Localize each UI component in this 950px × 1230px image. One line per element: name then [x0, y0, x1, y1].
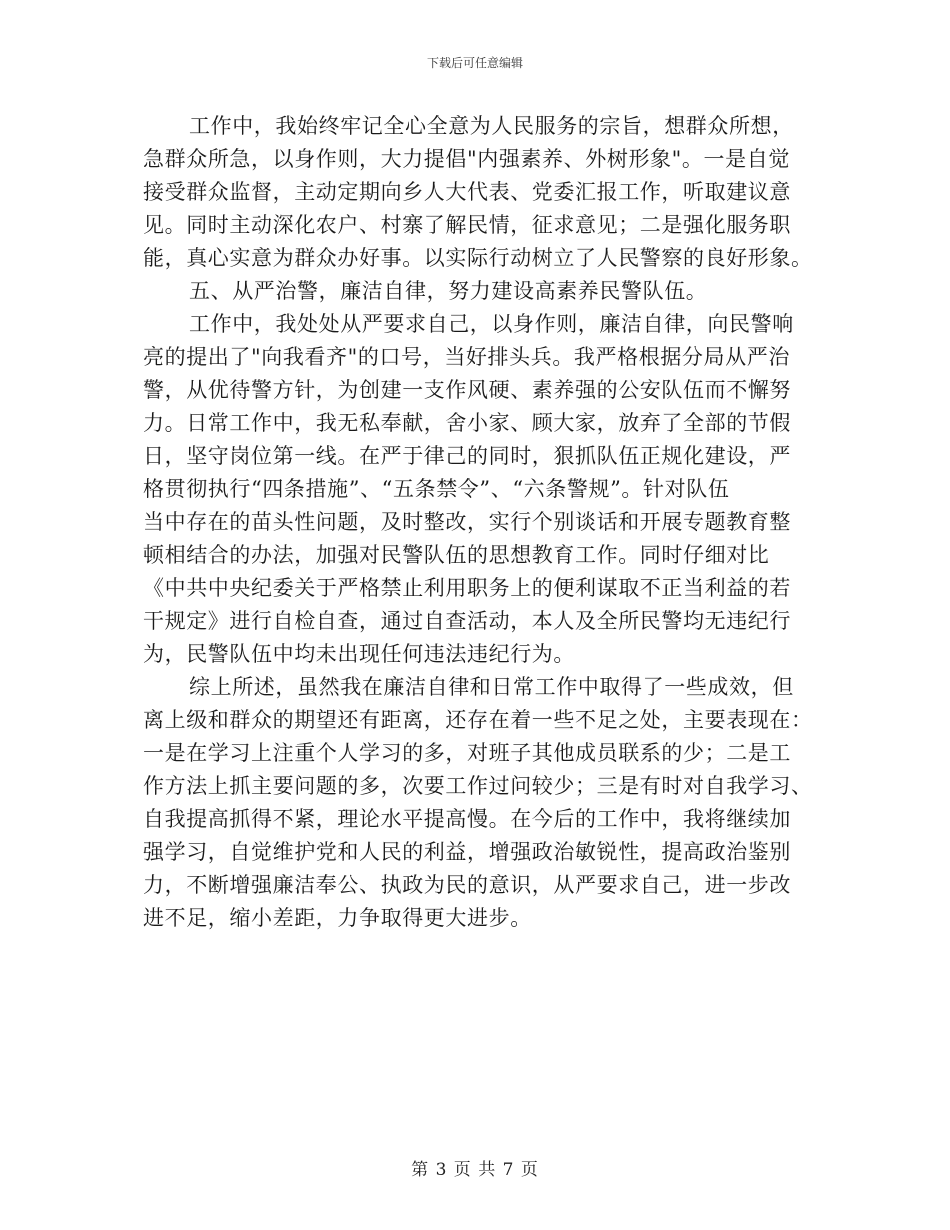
body-line: 为，民警队伍中均未出现任何违法违纪行为。 [143, 642, 575, 666]
header-note: 下载后可任意编辑 [426, 56, 523, 70]
body-line: 一是在学习上注重个人学习的多，对班子其他成员联系的少；二是工 [143, 741, 791, 765]
body-line: 亮的提出了"向我看齐"的口号，当好排头兵。我严格根据分局从严治 [143, 345, 790, 369]
body-line: 作方法上抓主要问题的多，次要工作过问较少；三是有时对自我学习、 [143, 774, 813, 798]
body-line: 力。日常工作中，我无私奉献，舍小家、顾大家，放弃了全部的节假 [143, 411, 791, 435]
body-line: 离上级和群众的期望还有距离，还存在着一些不足之处，主要表现在： [143, 708, 813, 732]
body-line: 工作中，我处处从严要求自己，以身作则，廉洁自律，向民警响 [189, 312, 794, 336]
body-line: 警，从优待警方针，为创建一支作风硬、素养强的公安队伍而不懈努 [143, 378, 791, 402]
body-line: 顿相结合的办法，加强对民警队伍的思想教育工作。同时仔细对比 [143, 543, 770, 567]
body-line: 工作中，我始终牢记全心全意为人民服务的宗旨，想群众所想， [189, 114, 794, 138]
body-line: 自我提高抓得不紧，理论水平提高慢。在今后的工作中，我将继续加 [143, 807, 791, 831]
body-line: 综上所述，虽然我在廉洁自律和日常工作中取得了一些成效，但 [189, 675, 794, 699]
body-line: 干规定》进行自检自查，通过自查活动，本人及全所民警均无违纪行 [143, 609, 791, 633]
body-line: 急群众所急，以身作则，大力提倡"内强素养、外树形象"。一是自觉 [143, 147, 790, 171]
body-line: 力，不断增强廉洁奉公、执政为民的意识，从严要求自己，进一步改 [143, 873, 791, 897]
body-line: 能，真心实意为群众办好事。以实际行动树立了人民警察的良好形象。 [143, 246, 813, 270]
body-line: 当中存在的苗头性问题，及时整改，实行个别谈话和开展专题教育整 [143, 510, 791, 534]
body-line: 见。同时主动深化农户、村寨了解民情，征求意见；二是强化服务职 [143, 213, 791, 237]
body-line: 接受群众监督，主动定期向乡人大代表、党委汇报工作，听取建议意 [143, 180, 791, 204]
section-heading: 五、从严治警，廉洁自律，努力建设高素养民警队伍。 [189, 279, 708, 303]
body-line: 《中共中央纪委关于严格禁止利用职务上的便利谋取不正当利益的若 [143, 576, 791, 600]
body-line: 格贯彻执行“四条措施”、“五条禁令”、“六条警规”。针对队伍 [143, 477, 730, 501]
body-line: 进不足，缩小差距，力争取得更大进步。 [143, 906, 532, 930]
page-number: 第 3 页 共 7 页 [411, 1160, 539, 1180]
body-line: 强学习，自觉维护党和人民的利益，增强政治敏锐性，提高政治鉴别 [143, 840, 791, 864]
body-line: 日，坚守岗位第一线。在严于律己的同时，狠抓队伍正规化建设，严 [143, 444, 791, 468]
